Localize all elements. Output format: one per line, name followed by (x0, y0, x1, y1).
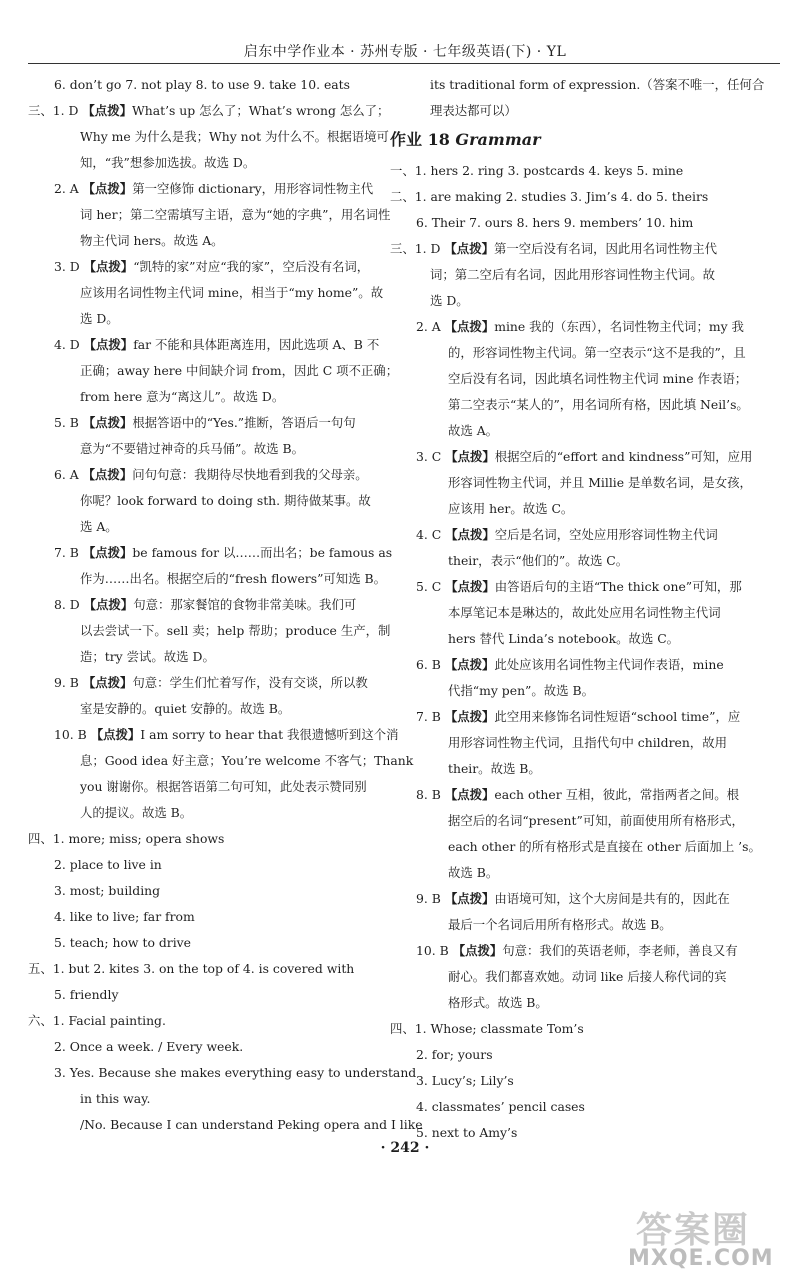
answer-text: 据空后的名词“present”可知，前面使用所有格形式， (448, 813, 744, 828)
answer-line (390, 210, 760, 236)
answer-text: 5. next to Amy’s (416, 1125, 518, 1140)
answer-text: 格形式。故选 B。 (448, 995, 548, 1010)
answer-text: far 不能和具体距离连用，因此选项 A、B 不 (133, 337, 380, 352)
answer-line (28, 618, 391, 644)
answer-text: 室是安静的。quiet 安静的。故选 B。 (80, 701, 291, 716)
answer-text: 4. like to live; far from (54, 909, 195, 924)
answer-line (390, 262, 760, 288)
answer-line (28, 150, 378, 176)
answer-text: 句意：我们的英语老师，李老师，善良又有 (502, 943, 738, 958)
answer-text: be famous for 以……而出名；be famous as (132, 545, 393, 560)
answer-line (28, 436, 378, 462)
answer-text: Why me 为什么是我；Why not 为什么不。根据语境可 (80, 129, 389, 144)
answer-line (390, 470, 760, 496)
answer-text: “凯特的家”对应“我的家”，空后没有名词， (133, 259, 370, 274)
answer-line (390, 1042, 760, 1068)
answer-line (390, 158, 760, 184)
answer-line (28, 228, 378, 254)
answer-text: What’s up 怎么了；What’s wrong 怎么了； (131, 103, 390, 118)
answer-line (28, 124, 389, 150)
answer-line (390, 392, 760, 418)
answer-line (28, 514, 378, 540)
answer-text: 5. C (416, 579, 446, 594)
answer-text: /No. Because I can understand Peking opera and I like (80, 1117, 423, 1132)
answer-line (28, 254, 378, 280)
answer-line (390, 340, 760, 366)
answer-text: 此处应该用名词性物主代词作表语，mine (494, 657, 724, 672)
answer-line (390, 1094, 760, 1120)
answer-line (390, 314, 760, 340)
answer-line (28, 332, 378, 358)
answer-line (28, 852, 378, 878)
answer-line (390, 964, 760, 990)
hint-label: 【点拨】 (83, 597, 134, 612)
hint-label: 【点拨】 (444, 787, 495, 802)
answer-text: 二、1. are making 2. studies 3. Jim’s 4. do 5. theirs (390, 189, 709, 204)
answer-line (390, 574, 760, 600)
answer-text: 由答语后句的主语“The thick one”可知，那 (494, 579, 742, 594)
answer-line (28, 878, 378, 904)
header-rule (28, 63, 780, 64)
answer-text: 7. B (416, 709, 445, 724)
answer-text: 3. Lucy’s; Lily’s (416, 1073, 514, 1088)
answer-text: each other 的所有格形式是直接在 other 后面加上 ’s。 (448, 839, 761, 854)
answer-line (28, 176, 378, 202)
right-answer-column (390, 72, 765, 1146)
answer-text: 一、1. hers 2. ring 3. postcards 4. keys 5. mine (390, 163, 684, 178)
answer-text: its traditional form of expression.（答案不唯一，任何合 (430, 77, 765, 92)
answer-line (390, 600, 760, 626)
answer-text: 此空用来修饰名词性短语“school time”，应 (494, 709, 741, 724)
answer-line (390, 1068, 760, 1094)
hint-label: 【点拨】 (83, 337, 134, 352)
answer-line (390, 496, 760, 522)
answer-text: 由语境可知，这个大房间是共有的，因此在 (494, 891, 730, 906)
answer-line (390, 834, 760, 860)
answer-text: 词；第二空后有名词，因此用形容词性物主代词。故 (430, 267, 715, 282)
answer-line (28, 930, 378, 956)
answer-line (390, 548, 760, 574)
answer-line (28, 696, 378, 722)
answer-line (390, 626, 760, 652)
answer-text: 2. for; yours (416, 1047, 493, 1062)
answer-line (28, 202, 391, 228)
answer-text: 6. A (54, 467, 83, 482)
answer-text: 问句句意：我期待尽快地看到我的父母亲。 (132, 467, 368, 482)
answer-line (28, 98, 390, 124)
hint-label: 【点拨】 (82, 467, 133, 482)
answer-text: 根据空后的“effort and kindness”可知，应用 (494, 449, 753, 464)
answer-text: 用形容词性物主代词，且指代句中 children，故用 (448, 735, 727, 750)
answer-text: 故选 B。 (448, 865, 499, 880)
answer-line (28, 488, 378, 514)
answer-text: 6. don’t go 7. not play 8. to use 9. take 10. eats (54, 77, 351, 92)
answer-text: 3. most; building (54, 883, 161, 898)
answer-line (390, 418, 760, 444)
answer-text: 本厚笔记本是琳达的，故此处应用名词性物主代词 (448, 605, 721, 620)
watermark-logo (626, 1202, 784, 1272)
answer-text: 六、1. Facial painting. (28, 1013, 166, 1028)
answer-text: 你呢？look forward to doing sth. 期待做某事。故 (80, 493, 371, 508)
answer-text: 应该用 her。故选 C。 (448, 501, 574, 516)
hint-label: 【点拨】 (82, 415, 133, 430)
answer-text: each other 互相，彼此，常指两者之间。根 (494, 787, 740, 802)
answer-text: 第一空后没有名词，因此用名词性物主代 (493, 241, 718, 256)
answer-text: 句意：学生们忙着写作，没有交谈，所以教 (132, 675, 368, 690)
answer-line (390, 860, 760, 886)
answer-line (390, 886, 760, 912)
answer-line (28, 748, 414, 774)
answer-text: 7. B (54, 545, 83, 560)
answer-line (28, 1112, 423, 1138)
answer-line (390, 938, 760, 964)
answer-text: 五、1. but 2. kites 3. on the top of 4. is covered with (28, 961, 355, 976)
hint-label: 【点拨】 (83, 259, 134, 274)
answer-text: 息；Good idea 好主意；You’re welcome 不客气；Thank (80, 753, 414, 768)
answer-text: 6. Their 7. ours 8. hers 9. members’ 10. him (416, 215, 694, 230)
answer-text: 4. C (416, 527, 446, 542)
hint-label: 【点拨】 (82, 545, 133, 560)
answer-line (28, 904, 378, 930)
answer-line (28, 462, 378, 488)
page-header (0, 0, 810, 66)
answer-line (390, 730, 760, 756)
answer-text: in this way. (80, 1091, 151, 1106)
answer-text: 6. B (416, 657, 445, 672)
answer-text: hers 替代 Linda’s notebook。故选 C。 (448, 631, 680, 646)
answer-line (390, 912, 760, 938)
answer-text: 人的提议。故选 B。 (80, 805, 193, 820)
answer-text: 5. friendly (54, 987, 119, 1002)
answer-text: 2. Once a week. / Every week. (54, 1039, 244, 1054)
answer-text: 4. D (54, 337, 84, 352)
answer-line (28, 774, 378, 800)
hint-label: 【点拨】 (452, 943, 503, 958)
answer-text: 词 her；第二空需填写主语，意为“她的字典”，用名词性 (80, 207, 391, 222)
hint-label: 【点拨】 (444, 657, 495, 672)
answer-line (28, 306, 378, 332)
hint-label: 【点拨】 (444, 891, 495, 906)
answer-text: 三、1. D (28, 103, 83, 118)
hint-label: 【点拨】 (445, 527, 495, 542)
answer-line (28, 384, 378, 410)
answer-text: 2. A (416, 319, 445, 334)
watermark-text-zh: 答案圈 (636, 1210, 751, 1251)
hint-label: 【点拨】 (444, 241, 494, 256)
answer-text: 9. B (416, 891, 445, 906)
answer-line (390, 184, 760, 210)
answer-text: 3. D (54, 259, 84, 274)
answer-text: 的，形容词性物主代词。第一空表示“这不是我的”，且 (448, 345, 746, 360)
answer-text: 应该用名词性物主代词 mine，相当于“my home”。故 (80, 285, 384, 300)
answer-text: 代指“my pen”。故选 B。 (448, 683, 594, 698)
answer-text: 4. classmates’ pencil cases (416, 1099, 585, 1114)
answer-line (390, 522, 760, 548)
answer-text: 8. B (416, 787, 445, 802)
answer-text: 选 A。 (80, 519, 118, 534)
answer-text: their。故选 B。 (448, 761, 541, 776)
answer-text: 知，“我”想参加选拔。故选 D。 (80, 155, 256, 170)
answer-line (390, 98, 760, 124)
section-heading-title: Grammar (455, 130, 541, 149)
answer-text: 5. teach; how to drive (54, 935, 192, 950)
answer-line (28, 1034, 378, 1060)
hint-label: 【点拨】 (90, 727, 141, 742)
answer-line (390, 678, 760, 704)
hint-label: 【点拨】 (444, 709, 495, 724)
answer-line (28, 1060, 417, 1086)
hint-label: 【点拨】 (82, 181, 133, 196)
answer-line (390, 704, 760, 730)
answer-line (28, 670, 378, 696)
answer-text: 句意：那家餐馆的食物非常美味。我们可 (133, 597, 357, 612)
answer-line (28, 722, 399, 748)
header-title: 启东中学作业本 · 苏州专版 · 七年级英语(下) · YL (243, 44, 567, 60)
answer-text: 作为……出名。根据空后的“fresh flowers”可知选 B。 (80, 571, 387, 586)
answer-line (28, 800, 378, 826)
answer-text: you 谢谢你。根据答语第二句可知，此处表示赞同别 (80, 779, 367, 794)
answer-line (28, 72, 378, 98)
answer-text: 10. B (416, 943, 453, 958)
answer-text: from here 意为“离这儿”。故选 D。 (80, 389, 285, 404)
answer-line (28, 982, 378, 1008)
answer-text: 形容词性物主代词，并且 Millie 是单数名词，是女孩， (448, 475, 752, 490)
answer-text: 2. A (54, 181, 83, 196)
answer-text: 四、1. Whose; classmate Tom’s (390, 1021, 584, 1036)
answer-text: 故选 A。 (448, 423, 499, 438)
answer-text: 耐心。我们都喜欢她。动词 like 后接人称代词的宾 (448, 969, 727, 984)
answer-text: 物主代词 hers。故选 A。 (80, 233, 224, 248)
answer-text: 第一空修饰 dictionary，用形容词性物主代 (132, 181, 374, 196)
answer-text: 5. B (54, 415, 83, 430)
answer-text: 选 D。 (430, 293, 469, 308)
section-heading-number: 作业 18 (390, 130, 450, 149)
answer-line (390, 1016, 760, 1042)
hint-label: 【点拨】 (82, 675, 133, 690)
answer-text: mine 我的（东西），名词性物主代词；my 我 (494, 319, 744, 334)
answer-text: 造；try 尝试。故选 D。 (80, 649, 215, 664)
answer-text: 空后没有名词，因此填名词性物主代词 mine 作表语； (448, 371, 748, 386)
answer-text: 三、1. D (390, 241, 445, 256)
answer-line (28, 358, 399, 384)
answer-line (390, 366, 760, 392)
answer-line (390, 236, 760, 262)
answer-line (28, 540, 393, 566)
answer-text: 3. Yes. Because she makes everything easy to understand (54, 1065, 417, 1080)
answer-line (28, 826, 378, 852)
section-heading (390, 126, 760, 154)
answer-text: 10. B (54, 727, 91, 742)
hint-label: 【点拨】 (445, 449, 495, 464)
page-number: · 242 · (380, 1140, 430, 1156)
answer-text: their，表示“他们的”。故选 C。 (448, 553, 629, 568)
watermark-text-en: MXQE.COM (628, 1246, 774, 1271)
answer-text: 选 D。 (80, 311, 119, 326)
answer-text: 第二空表示“某人的”，用名词所有格，因此填 Neil’s。 (448, 397, 749, 412)
answer-line (390, 652, 760, 678)
answer-line (390, 288, 760, 314)
answer-line (28, 644, 378, 670)
answer-line (390, 990, 760, 1016)
hint-label: 【点拨】 (445, 579, 495, 594)
answer-text: 正确；away here 中间缺介词 from，因此 C 项不正确； (80, 363, 399, 378)
answer-text: 理表达都可以） (430, 103, 517, 118)
answer-text: 四、1. more; miss; opera shows (28, 831, 225, 846)
hint-label: 【点拨】 (444, 319, 495, 334)
answer-text: 2. place to live in (54, 857, 162, 872)
answer-line (28, 956, 378, 982)
answer-line (28, 410, 378, 436)
answer-text: 根据答语中的“Yes.”推断，答语后一句句 (132, 415, 356, 430)
answer-line (28, 1008, 378, 1034)
answer-text: 最后一个名词后用所有格形式。故选 B。 (448, 917, 672, 932)
answer-line (390, 72, 765, 98)
hint-label: 【点拨】 (82, 103, 132, 118)
answer-line (28, 566, 387, 592)
answer-text: 8. D (54, 597, 84, 612)
answer-line (390, 444, 760, 470)
answer-line (28, 280, 384, 306)
answer-text: 3. C (416, 449, 446, 464)
answer-line (28, 1086, 378, 1112)
answer-text: I am sorry to hear that 我很遗憾听到这个消 (140, 727, 399, 742)
answer-text: 9. B (54, 675, 83, 690)
answer-line (390, 756, 760, 782)
answer-line (390, 808, 760, 834)
answer-text: 以去尝试一下。sell 卖；help 帮助；produce 生产，制 (80, 623, 391, 638)
answer-text: 意为“不要错过神奇的兵马俑”。故选 B。 (80, 441, 304, 456)
answer-line (28, 592, 378, 618)
answer-text: 空后是名词，空处应用形容词性物主代词 (494, 527, 718, 542)
answer-line (390, 782, 760, 808)
